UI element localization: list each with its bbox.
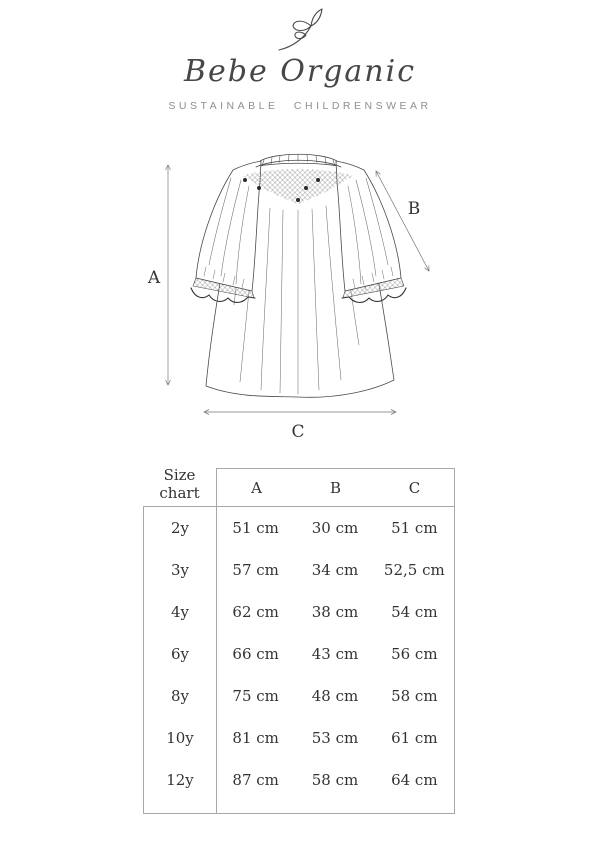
size-chart-body xyxy=(143,507,455,814)
cell-a: 66 cm xyxy=(232,645,279,663)
label-a: A xyxy=(147,268,161,288)
cell-b: 34 cm xyxy=(311,561,359,579)
cell-size: 4y xyxy=(170,603,190,621)
cell-b: 30 cm xyxy=(311,519,359,537)
cell-c: 52,5 cm xyxy=(383,561,445,579)
brand-name: Bebe Organic xyxy=(183,54,417,89)
cell-c: 56 cm xyxy=(391,645,438,663)
cell-a: 75 cm xyxy=(232,687,279,705)
cell-b: 53 cm xyxy=(311,729,359,747)
dress-measurement-diagram xyxy=(140,140,440,445)
column-header-c: C xyxy=(408,478,421,497)
leaf-sprig-icon xyxy=(270,8,330,60)
column-header-b: B xyxy=(329,478,342,497)
size-chart-title xyxy=(143,462,216,506)
cell-c: 51 cm xyxy=(391,519,438,537)
sprig-leaf-round xyxy=(293,21,311,30)
table-row xyxy=(144,633,454,675)
label-b: B xyxy=(407,199,421,219)
size-chart-columns xyxy=(216,468,455,506)
cell-size: 3y xyxy=(170,561,190,579)
size-chart-title-line1: Size xyxy=(163,466,196,484)
cell-size: 10y xyxy=(166,729,194,747)
cell-c: 58 cm xyxy=(391,687,438,705)
table-row xyxy=(144,717,454,759)
cell-size: 8y xyxy=(170,687,190,705)
label-c: C xyxy=(291,422,305,442)
size-chart-title-line2: chart xyxy=(159,484,200,502)
sprig-leaf-long xyxy=(311,9,322,26)
brand-tagline: SUSTAINABLE CHILDRENSWEAR xyxy=(168,100,432,112)
size-chart-header xyxy=(143,462,455,507)
cell-size: 6y xyxy=(170,645,190,663)
table-row xyxy=(144,507,454,549)
cell-b: 48 cm xyxy=(311,687,359,705)
size-chart-table xyxy=(143,462,455,814)
cell-a: 87 cm xyxy=(232,771,279,789)
cell-size: 2y xyxy=(170,519,190,537)
table-row xyxy=(144,591,454,633)
cell-c: 61 cm xyxy=(391,729,438,747)
table-row xyxy=(144,759,454,801)
cell-c: 54 cm xyxy=(391,603,438,621)
cell-a: 51 cm xyxy=(232,519,279,537)
cell-c: 64 cm xyxy=(391,771,438,789)
cell-b: 43 cm xyxy=(311,645,359,663)
table-row xyxy=(144,549,454,591)
cell-b: 38 cm xyxy=(311,603,359,621)
cell-a: 81 cm xyxy=(232,729,279,747)
dress-drawing xyxy=(191,154,406,397)
table-row xyxy=(144,675,454,717)
cell-a: 62 cm xyxy=(232,603,279,621)
column-header-a: A xyxy=(251,478,262,497)
cell-a: 57 cm xyxy=(232,561,279,579)
cell-b: 58 cm xyxy=(311,771,359,789)
right-sleeve xyxy=(336,161,401,291)
cell-size: 12y xyxy=(166,771,194,789)
